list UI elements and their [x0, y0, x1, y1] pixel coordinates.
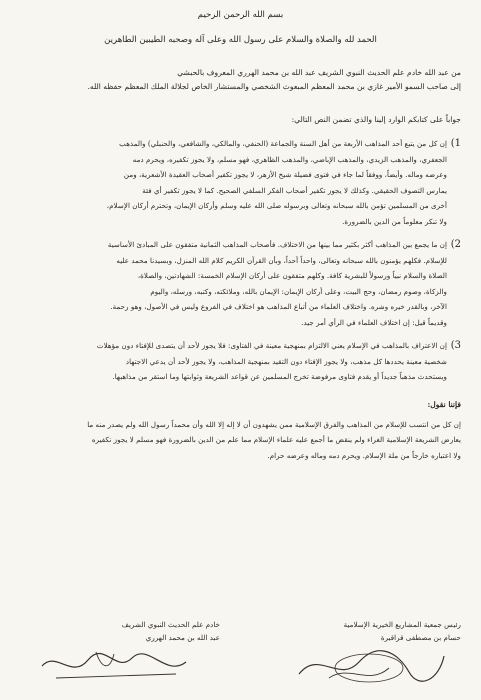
point-number: 1)	[450, 138, 461, 149]
point-line: والزكاة، وصوم رمضان، وحج البيت، وعلى أركان الإيمان: الإيمان بالله، وملائكته، وكتبه، ورسله، واليوم	[150, 286, 447, 296]
conclusion-heading: فإننا نقول:	[427, 399, 461, 409]
point-line: ولا تنكر معلوماً من الدين بالضرورة.	[342, 216, 447, 226]
signatory-title: خادم علم الحديث النبوي الشريف	[121, 620, 220, 629]
point-line: الآخر، وبالقدر خيره وشره. واختلاف العلماء من أتباع المذاهب هو اختلاف في الفروع وليس في الأصول، وهو رحمة.	[110, 302, 447, 311]
point-body	[20, 237, 447, 330]
signatory-title: رئيس جمعية المشاريع الخيرية الإسلامية	[343, 620, 461, 629]
conclusion-line: يعارض الشريعة الإسلامية الغراء ولم ينقض ما أجمع عليه علماء الإسلام مما علم من الدين بالضرورة فهو مسلم لا يجوز تكفيره	[91, 435, 461, 444]
sender-line: من عبد الله خادم علم الحديث النبوي الشريف عبد الله بن محمد الهرري المعروف بالحبشي	[177, 68, 461, 77]
point-line: يمارس التصوف الحقيقي. وكذلك لا يجوز تكفير أصحاب الفكر السلفي الصحيح. كما لا يجوز تكفير أي فئة	[142, 185, 447, 195]
point-line: أخرى من المسلمين تؤمن بالله سبحانه وتعالى وبرسوله صلى الله عليه وسلم وأركان الإيمان، وتحترم أركان الإسلام،	[106, 201, 447, 210]
handwritten-signature-right	[289, 644, 449, 690]
conclusion-line: ولا اعتباره خارجاً من ملة الإسلام. ويحرم دمه وماله وعرضه حرام.	[267, 450, 461, 460]
point-number: 2)	[450, 239, 461, 250]
intro-line: جواباً على كتابكم الوارد إلينا والذي تضمن النص التالي:	[291, 115, 461, 124]
point-body	[20, 136, 447, 229]
signatory-name: حسام بن مصطفى قراقيرة	[380, 633, 461, 642]
opening-praise: الحمد لله والصلاة والسلام على رسول الله وعلى آله وصحبه الطيبين الطاهرين	[104, 35, 377, 45]
point-3	[20, 338, 461, 385]
signature-area	[20, 618, 461, 692]
point-line: إن ما يجمع بين المذاهب أكثر بكثير مما بينها من الاختلاف. فأصحاب المذاهب الثمانية متفقون على المبادئ الأساسية	[107, 240, 447, 249]
point-number: 3)	[450, 340, 461, 351]
point-line: إن الاعتراف بالمذاهب في الإسلام يعني الالتزام بمنهجية معينة في الفتاوى: فلا يجوز لأحد أن يتصدى للإفتاء دون مؤهلات	[96, 341, 447, 350]
signature-block-right	[261, 618, 461, 692]
point-line: ويستحدث مذهباً جديداً أو يقدم فتاوى مرفوضة تخرج المسلمين عن قواعد الشريعة وثوابتها وما استقر من مذاهبها.	[112, 372, 447, 381]
point-2	[20, 237, 461, 330]
point-line: الجعفري، والمذهب الزيدي، والمذهب الإباضي، والمذهب الظاهري، فهو مسلم، ولا يجوز تكفيره، ويحرم دمه	[132, 154, 447, 164]
point-line: شخصية معينة يحددها كل مذهب، ولا يجوز الإفتاء دون التقيد بمنهجية المذاهب، ولا يجوز لأحد أن يدعي الاجتهاد	[125, 356, 447, 366]
point-line: إن كل من يتبع أحد المذاهب الأربعة من أهل السنة والجماعة (الحنفي، والمالكي، والشافعي، والحنبلي) والمذهب	[119, 139, 447, 148]
sender-recipient-block	[20, 66, 461, 94]
recipient-line: إلى صاحب السمو الأمير غازي بن محمد المعظم المبعوث الشخصي والمستشار الخاص لجلالة الملك المعظم حفظه الله.	[87, 82, 461, 91]
point-body	[20, 338, 447, 385]
handwritten-signature-left	[36, 644, 196, 690]
point-1	[20, 136, 461, 229]
basmala: بسم الله الرحمن الرحيم	[197, 10, 284, 20]
conclusion-body	[20, 417, 461, 464]
point-line: الصلاة والسلام نبياً ورسولاً للبشرية كافة. وكلهم متفقون على أركان الإسلام الخمسة: الشهادتين، والصلاة،	[137, 271, 447, 280]
signature-block-left	[20, 618, 220, 692]
signatory-name: عبد الله بن محمد الهرري	[145, 633, 220, 642]
point-line: وقديماً قيل: إن اختلاف العلماء في الرأي أمر جيد.	[301, 317, 447, 327]
point-line: وعرضه وماله. وأيضاً، ووفقاً لما جاء في فتوى فضيلة شيخ الأزهر، لا يجوز تكفير أصحاب العقيدة الأشعرية، ومن	[123, 170, 447, 179]
conclusion-line: إن كل من انتسب للإسلام من المذاهب والفرق الإسلامية ممن يشهدون أن لا إله إلا الله وأن محمداً رسول الله ولم يصدر منه ما	[87, 419, 461, 429]
point-line: للإسلام. فكلهم يؤمنون بالله سبحانه وتعالى، واحداً أحداً، وبأن القرآن الكريم كلام الله المنزل، وبسيدنا محمد عليه	[116, 255, 447, 265]
